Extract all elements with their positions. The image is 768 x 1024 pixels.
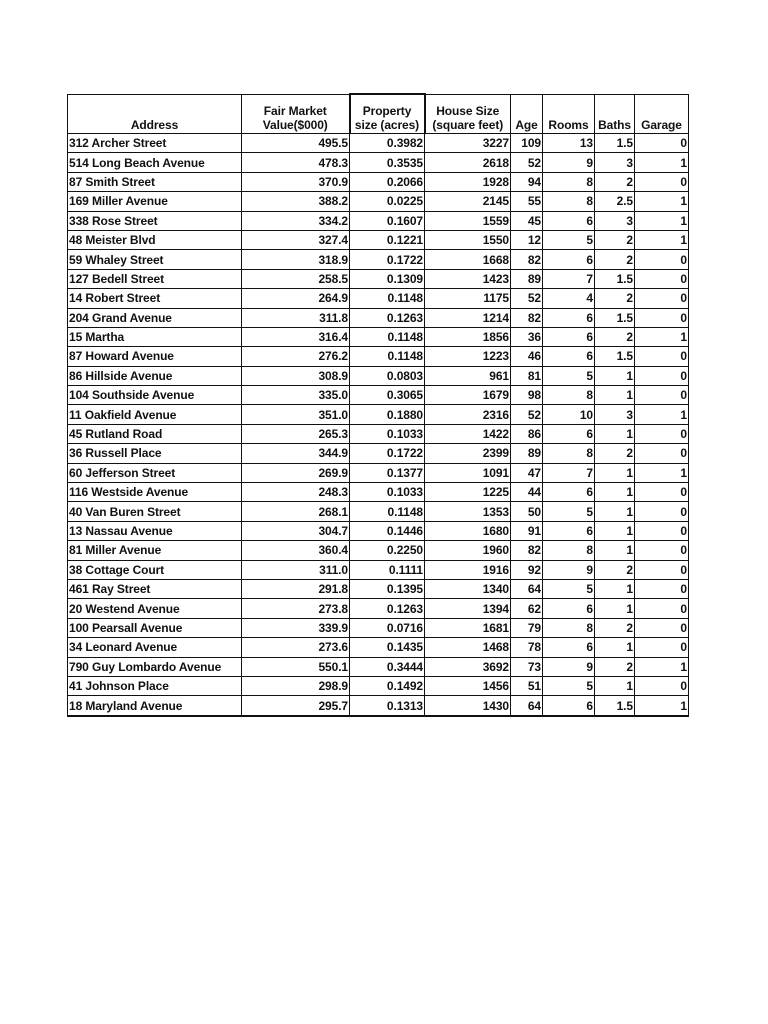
cell-fair-market-value[interactable]: 335.0 (242, 386, 350, 405)
cell-property-size[interactable]: 0.1722 (350, 250, 425, 269)
cell-rooms[interactable]: 7 (543, 463, 595, 482)
cell-garage[interactable]: 1 (635, 405, 689, 424)
cell-rooms[interactable]: 6 (543, 250, 595, 269)
cell-baths[interactable]: 2 (595, 250, 635, 269)
cell-rooms[interactable]: 8 (543, 541, 595, 560)
cell-property-size[interactable]: 0.0803 (350, 366, 425, 385)
table-row (68, 560, 689, 579)
header-baths: Baths (595, 94, 635, 134)
table-row (68, 599, 689, 618)
cell-house-size[interactable]: 3227 (425, 134, 511, 153)
cell-property-size[interactable]: 0.1377 (350, 463, 425, 482)
cell-baths[interactable]: 1 (595, 386, 635, 405)
cell-address[interactable]: 48 Meister Blvd (68, 230, 242, 249)
cell-fair-market-value[interactable]: 248.3 (242, 483, 350, 502)
cell-rooms[interactable]: 8 (543, 172, 595, 191)
cell-garage[interactable]: 0 (635, 618, 689, 637)
header-rooms: Rooms (543, 94, 595, 134)
cell-garage[interactable]: 1 (635, 696, 689, 716)
cell-address[interactable]: 116 Westside Avenue (68, 483, 242, 502)
cell-fair-market-value[interactable]: 269.9 (242, 463, 350, 482)
cell-address[interactable]: 45 Rutland Road (68, 424, 242, 443)
cell-fair-market-value[interactable]: 295.7 (242, 696, 350, 716)
cell-address[interactable]: 461 Ray Street (68, 579, 242, 598)
table-row (68, 211, 689, 230)
cell-house-size[interactable]: 1856 (425, 327, 511, 346)
cell-garage[interactable]: 0 (635, 269, 689, 288)
cell-age[interactable]: 82 (511, 541, 543, 560)
cell-garage[interactable]: 0 (635, 638, 689, 657)
cell-age[interactable]: 64 (511, 579, 543, 598)
cell-baths[interactable]: 1 (595, 366, 635, 385)
cell-rooms[interactable]: 6 (543, 308, 595, 327)
cell-address[interactable]: 36 Russell Place (68, 444, 242, 463)
cell-address[interactable]: 338 Rose Street (68, 211, 242, 230)
cell-rooms[interactable]: 6 (543, 521, 595, 540)
cell-garage[interactable]: 0 (635, 172, 689, 191)
cell-garage[interactable]: 0 (635, 134, 689, 153)
cell-address[interactable]: 81 Miller Avenue (68, 541, 242, 560)
cell-baths[interactable]: 3 (595, 153, 635, 172)
table-row (68, 483, 689, 502)
cell-fair-market-value[interactable]: 344.9 (242, 444, 350, 463)
cell-house-size[interactable]: 1423 (425, 269, 511, 288)
cell-address[interactable]: 169 Miller Avenue (68, 192, 242, 211)
cell-age[interactable]: 91 (511, 521, 543, 540)
cell-rooms[interactable]: 6 (543, 327, 595, 346)
cell-fair-market-value[interactable]: 316.4 (242, 327, 350, 346)
cell-house-size[interactable]: 1468 (425, 638, 511, 657)
cell-age[interactable]: 89 (511, 269, 543, 288)
cell-property-size[interactable]: 0.1395 (350, 579, 425, 598)
cell-rooms[interactable]: 6 (543, 347, 595, 366)
cell-baths[interactable]: 1 (595, 541, 635, 560)
cell-fair-market-value[interactable]: 304.7 (242, 521, 350, 540)
cell-address[interactable]: 104 Southside Avenue (68, 386, 242, 405)
cell-property-size[interactable]: 0.1221 (350, 230, 425, 249)
cell-age[interactable]: 94 (511, 172, 543, 191)
cell-age[interactable]: 81 (511, 366, 543, 385)
table-row (68, 657, 689, 676)
cell-baths[interactable]: 1 (595, 521, 635, 540)
table-row (68, 250, 689, 269)
header-house-size: House Size (square feet) (425, 94, 511, 134)
cell-property-size[interactable]: 0.1313 (350, 696, 425, 716)
cell-baths[interactable]: 2 (595, 230, 635, 249)
cell-property-size[interactable]: 0.1492 (350, 676, 425, 695)
cell-address[interactable]: 41 Johnson Place (68, 676, 242, 695)
table-row (68, 676, 689, 695)
cell-house-size[interactable]: 2618 (425, 153, 511, 172)
cell-baths[interactable]: 3 (595, 405, 635, 424)
cell-property-size[interactable]: 0.2250 (350, 541, 425, 560)
cell-baths[interactable]: 1.5 (595, 269, 635, 288)
cell-age[interactable]: 92 (511, 560, 543, 579)
cell-garage[interactable]: 1 (635, 463, 689, 482)
cell-house-size[interactable]: 1668 (425, 250, 511, 269)
cell-baths[interactable]: 3 (595, 211, 635, 230)
cell-house-size[interactable]: 1960 (425, 541, 511, 560)
cell-fair-market-value[interactable]: 370.9 (242, 172, 350, 191)
cell-rooms[interactable]: 8 (543, 618, 595, 637)
cell-garage[interactable]: 0 (635, 579, 689, 598)
cell-garage[interactable]: 0 (635, 541, 689, 560)
cell-address[interactable]: 15 Martha (68, 327, 242, 346)
cell-house-size[interactable]: 1223 (425, 347, 511, 366)
cell-age[interactable]: 79 (511, 618, 543, 637)
cell-house-size[interactable]: 1214 (425, 308, 511, 327)
cell-address[interactable]: 87 Howard Avenue (68, 347, 242, 366)
cell-rooms[interactable]: 5 (543, 676, 595, 695)
table-row (68, 579, 689, 598)
cell-rooms[interactable]: 6 (543, 483, 595, 502)
cell-address[interactable]: 38 Cottage Court (68, 560, 242, 579)
cell-fair-market-value[interactable]: 495.5 (242, 134, 350, 153)
cell-fair-market-value[interactable]: 308.9 (242, 366, 350, 385)
cell-rooms[interactable]: 5 (543, 366, 595, 385)
cell-garage[interactable]: 0 (635, 483, 689, 502)
cell-baths[interactable]: 1.5 (595, 134, 635, 153)
cell-fair-market-value[interactable]: 311.8 (242, 308, 350, 327)
cell-fair-market-value[interactable]: 265.3 (242, 424, 350, 443)
cell-property-size[interactable]: 0.1263 (350, 308, 425, 327)
cell-baths[interactable]: 1.5 (595, 696, 635, 716)
cell-fair-market-value[interactable]: 388.2 (242, 192, 350, 211)
cell-house-size[interactable]: 1340 (425, 579, 511, 598)
cell-baths[interactable]: 2 (595, 444, 635, 463)
cell-house-size[interactable]: 1916 (425, 560, 511, 579)
cell-baths[interactable]: 1.5 (595, 308, 635, 327)
cell-fair-market-value[interactable]: 276.2 (242, 347, 350, 366)
cell-age[interactable]: 82 (511, 308, 543, 327)
cell-age[interactable]: 109 (511, 134, 543, 153)
cell-house-size[interactable]: 2145 (425, 192, 511, 211)
cell-age[interactable]: 45 (511, 211, 543, 230)
cell-age[interactable]: 82 (511, 250, 543, 269)
cell-baths[interactable]: 1 (595, 463, 635, 482)
cell-garage[interactable]: 0 (635, 289, 689, 308)
cell-baths[interactable]: 2.5 (595, 192, 635, 211)
table-row (68, 308, 689, 327)
cell-house-size[interactable]: 1559 (425, 211, 511, 230)
cell-house-size[interactable]: 1422 (425, 424, 511, 443)
cell-property-size[interactable]: 0.1263 (350, 599, 425, 618)
cell-house-size[interactable]: 961 (425, 366, 511, 385)
cell-property-size[interactable]: 0.0225 (350, 192, 425, 211)
table-row (68, 269, 689, 288)
cell-baths[interactable]: 2 (595, 618, 635, 637)
cell-address[interactable]: 34 Leonard Avenue (68, 638, 242, 657)
header-garage: Garage (635, 94, 689, 134)
cell-house-size[interactable]: 1681 (425, 618, 511, 637)
cell-property-size[interactable]: 0.1148 (350, 347, 425, 366)
cell-rooms[interactable]: 4 (543, 289, 595, 308)
header-property-size[interactable]: Property size (acres) (350, 94, 425, 134)
cell-rooms[interactable]: 9 (543, 560, 595, 579)
cell-house-size[interactable]: 1225 (425, 483, 511, 502)
table-row (68, 134, 689, 153)
cell-age[interactable]: 12 (511, 230, 543, 249)
table-row (68, 541, 689, 560)
cell-garage[interactable]: 1 (635, 230, 689, 249)
table-row (68, 405, 689, 424)
cell-fair-market-value[interactable]: 273.8 (242, 599, 350, 618)
cell-age[interactable]: 62 (511, 599, 543, 618)
cell-address[interactable]: 20 Westend Avenue (68, 599, 242, 618)
cell-garage[interactable]: 0 (635, 502, 689, 521)
cell-property-size[interactable]: 0.2066 (350, 172, 425, 191)
cell-address[interactable]: 514 Long Beach Avenue (68, 153, 242, 172)
cell-property-size[interactable]: 0.3444 (350, 657, 425, 676)
cell-rooms[interactable]: 6 (543, 599, 595, 618)
cell-garage[interactable]: 0 (635, 347, 689, 366)
cell-baths[interactable]: 1 (595, 676, 635, 695)
cell-rooms[interactable]: 6 (543, 696, 595, 716)
cell-baths[interactable]: 2 (595, 657, 635, 676)
cell-property-size[interactable]: 0.1446 (350, 521, 425, 540)
cell-rooms[interactable]: 8 (543, 444, 595, 463)
cell-rooms[interactable]: 5 (543, 502, 595, 521)
cell-age[interactable]: 46 (511, 347, 543, 366)
cell-property-size[interactable]: 0.1435 (350, 638, 425, 657)
cell-garage[interactable]: 1 (635, 657, 689, 676)
cell-baths[interactable]: 1.5 (595, 347, 635, 366)
cell-house-size[interactable]: 1456 (425, 676, 511, 695)
cell-age[interactable]: 51 (511, 676, 543, 695)
cell-age[interactable]: 78 (511, 638, 543, 657)
cell-fair-market-value[interactable]: 264.9 (242, 289, 350, 308)
cell-rooms[interactable]: 6 (543, 211, 595, 230)
cell-house-size[interactable]: 1091 (425, 463, 511, 482)
cell-age[interactable]: 52 (511, 289, 543, 308)
cell-property-size[interactable]: 0.1309 (350, 269, 425, 288)
cell-property-size[interactable]: 0.3065 (350, 386, 425, 405)
cell-address[interactable]: 60 Jefferson Street (68, 463, 242, 482)
cell-property-size[interactable]: 0.1033 (350, 483, 425, 502)
cell-rooms[interactable]: 8 (543, 192, 595, 211)
cell-fair-market-value[interactable]: 550.1 (242, 657, 350, 676)
cell-fair-market-value[interactable]: 311.0 (242, 560, 350, 579)
cell-property-size[interactable]: 0.1148 (350, 327, 425, 346)
cell-house-size[interactable]: 1430 (425, 696, 511, 716)
cell-rooms[interactable]: 8 (543, 386, 595, 405)
cell-rooms[interactable]: 5 (543, 579, 595, 598)
cell-garage[interactable]: 0 (635, 250, 689, 269)
house-data-table (67, 93, 689, 717)
table-row (68, 327, 689, 346)
cell-garage[interactable]: 0 (635, 444, 689, 463)
cell-garage[interactable]: 0 (635, 676, 689, 695)
cell-garage[interactable]: 0 (635, 386, 689, 405)
cell-garage[interactable]: 0 (635, 560, 689, 579)
cell-house-size[interactable]: 1680 (425, 521, 511, 540)
table-row (68, 521, 689, 540)
cell-address[interactable]: 127 Bedell Street (68, 269, 242, 288)
cell-garage[interactable]: 0 (635, 424, 689, 443)
cell-age[interactable]: 89 (511, 444, 543, 463)
cell-baths[interactable]: 2 (595, 327, 635, 346)
cell-baths[interactable]: 1 (595, 638, 635, 657)
cell-rooms[interactable]: 5 (543, 230, 595, 249)
cell-baths[interactable]: 1 (595, 424, 635, 443)
table-row (68, 618, 689, 637)
cell-address[interactable]: 59 Whaley Street (68, 250, 242, 269)
cell-fair-market-value[interactable]: 318.9 (242, 250, 350, 269)
cell-garage[interactable]: 0 (635, 521, 689, 540)
cell-age[interactable]: 52 (511, 153, 543, 172)
table-row (68, 424, 689, 443)
table-row (68, 444, 689, 463)
cell-fair-market-value[interactable]: 360.4 (242, 541, 350, 560)
cell-baths[interactable]: 2 (595, 172, 635, 191)
cell-property-size[interactable]: 0.3982 (350, 134, 425, 153)
cell-house-size[interactable]: 1679 (425, 386, 511, 405)
cell-address[interactable]: 40 Van Buren Street (68, 502, 242, 521)
table-row (68, 153, 689, 172)
cell-garage[interactable]: 0 (635, 366, 689, 385)
table-row (68, 463, 689, 482)
cell-baths[interactable]: 2 (595, 560, 635, 579)
cell-fair-market-value[interactable]: 351.0 (242, 405, 350, 424)
table-row (68, 172, 689, 191)
cell-garage[interactable]: 1 (635, 192, 689, 211)
cell-fair-market-value[interactable]: 298.9 (242, 676, 350, 695)
cell-fair-market-value[interactable]: 334.2 (242, 211, 350, 230)
cell-house-size[interactable]: 2316 (425, 405, 511, 424)
cell-fair-market-value[interactable]: 327.4 (242, 230, 350, 249)
cell-house-size[interactable]: 1394 (425, 599, 511, 618)
table-row (68, 366, 689, 385)
cell-address[interactable]: 14 Robert Street (68, 289, 242, 308)
cell-baths[interactable]: 1 (595, 483, 635, 502)
header-row (68, 94, 689, 134)
cell-property-size[interactable]: 0.1111 (350, 560, 425, 579)
cell-age[interactable]: 47 (511, 463, 543, 482)
cell-property-size[interactable]: 0.1148 (350, 289, 425, 308)
cell-baths[interactable]: 1 (595, 502, 635, 521)
cell-address[interactable]: 100 Pearsall Avenue (68, 618, 242, 637)
cell-address[interactable]: 87 Smith Street (68, 172, 242, 191)
cell-property-size[interactable]: 0.1607 (350, 211, 425, 230)
table-body (68, 134, 689, 716)
cell-address[interactable]: 312 Archer Street (68, 134, 242, 153)
cell-property-size[interactable]: 0.1722 (350, 444, 425, 463)
cell-rooms[interactable]: 10 (543, 405, 595, 424)
cell-address[interactable]: 790 Guy Lombardo Avenue (68, 657, 242, 676)
cell-property-size[interactable]: 0.0716 (350, 618, 425, 637)
cell-baths[interactable]: 2 (595, 289, 635, 308)
cell-property-size[interactable]: 0.1033 (350, 424, 425, 443)
cell-age[interactable]: 98 (511, 386, 543, 405)
table-row (68, 638, 689, 657)
cell-age[interactable]: 44 (511, 483, 543, 502)
table-row (68, 696, 689, 716)
cell-address[interactable]: 204 Grand Avenue (68, 308, 242, 327)
cell-house-size[interactable]: 1550 (425, 230, 511, 249)
cell-property-size[interactable]: 0.1148 (350, 502, 425, 521)
cell-house-size[interactable]: 2399 (425, 444, 511, 463)
cell-property-size[interactable]: 0.1880 (350, 405, 425, 424)
cell-fair-market-value[interactable]: 268.1 (242, 502, 350, 521)
cell-property-size[interactable]: 0.3535 (350, 153, 425, 172)
table-row (68, 347, 689, 366)
cell-age[interactable]: 55 (511, 192, 543, 211)
cell-rooms[interactable]: 9 (543, 657, 595, 676)
cell-rooms[interactable]: 6 (543, 424, 595, 443)
cell-garage[interactable]: 0 (635, 308, 689, 327)
cell-garage[interactable]: 1 (635, 327, 689, 346)
cell-age[interactable]: 50 (511, 502, 543, 521)
cell-address[interactable]: 86 Hillside Avenue (68, 366, 242, 385)
table-row (68, 502, 689, 521)
cell-rooms[interactable]: 9 (543, 153, 595, 172)
cell-age[interactable]: 36 (511, 327, 543, 346)
cell-baths[interactable]: 1 (595, 579, 635, 598)
cell-fair-market-value[interactable]: 339.9 (242, 618, 350, 637)
table-row (68, 192, 689, 211)
cell-garage[interactable]: 1 (635, 211, 689, 230)
cell-age[interactable]: 52 (511, 405, 543, 424)
cell-fair-market-value[interactable]: 273.6 (242, 638, 350, 657)
header-age: Age (511, 94, 543, 134)
cell-age[interactable]: 73 (511, 657, 543, 676)
cell-fair-market-value[interactable]: 291.8 (242, 579, 350, 598)
cell-age[interactable]: 86 (511, 424, 543, 443)
header-fair-market-value: Fair Market Value($000) (242, 94, 350, 134)
cell-fair-market-value[interactable]: 478.3 (242, 153, 350, 172)
table-row (68, 289, 689, 308)
cell-age[interactable]: 64 (511, 696, 543, 716)
table-row (68, 230, 689, 249)
cell-house-size[interactable]: 1928 (425, 172, 511, 191)
cell-house-size[interactable]: 1353 (425, 502, 511, 521)
cell-house-size[interactable]: 3692 (425, 657, 511, 676)
cell-rooms[interactable]: 7 (543, 269, 595, 288)
cell-address[interactable]: 13 Nassau Avenue (68, 521, 242, 540)
cell-address[interactable]: 11 Oakfield Avenue (68, 405, 242, 424)
cell-garage[interactable]: 0 (635, 599, 689, 618)
table-row (68, 386, 689, 405)
cell-address[interactable]: 18 Maryland Avenue (68, 696, 242, 716)
header-address: Address (68, 94, 242, 134)
cell-rooms[interactable]: 6 (543, 638, 595, 657)
cell-baths[interactable]: 1 (595, 599, 635, 618)
cell-rooms[interactable]: 13 (543, 134, 595, 153)
cell-fair-market-value[interactable]: 258.5 (242, 269, 350, 288)
cell-house-size[interactable]: 1175 (425, 289, 511, 308)
cell-garage[interactable]: 1 (635, 153, 689, 172)
